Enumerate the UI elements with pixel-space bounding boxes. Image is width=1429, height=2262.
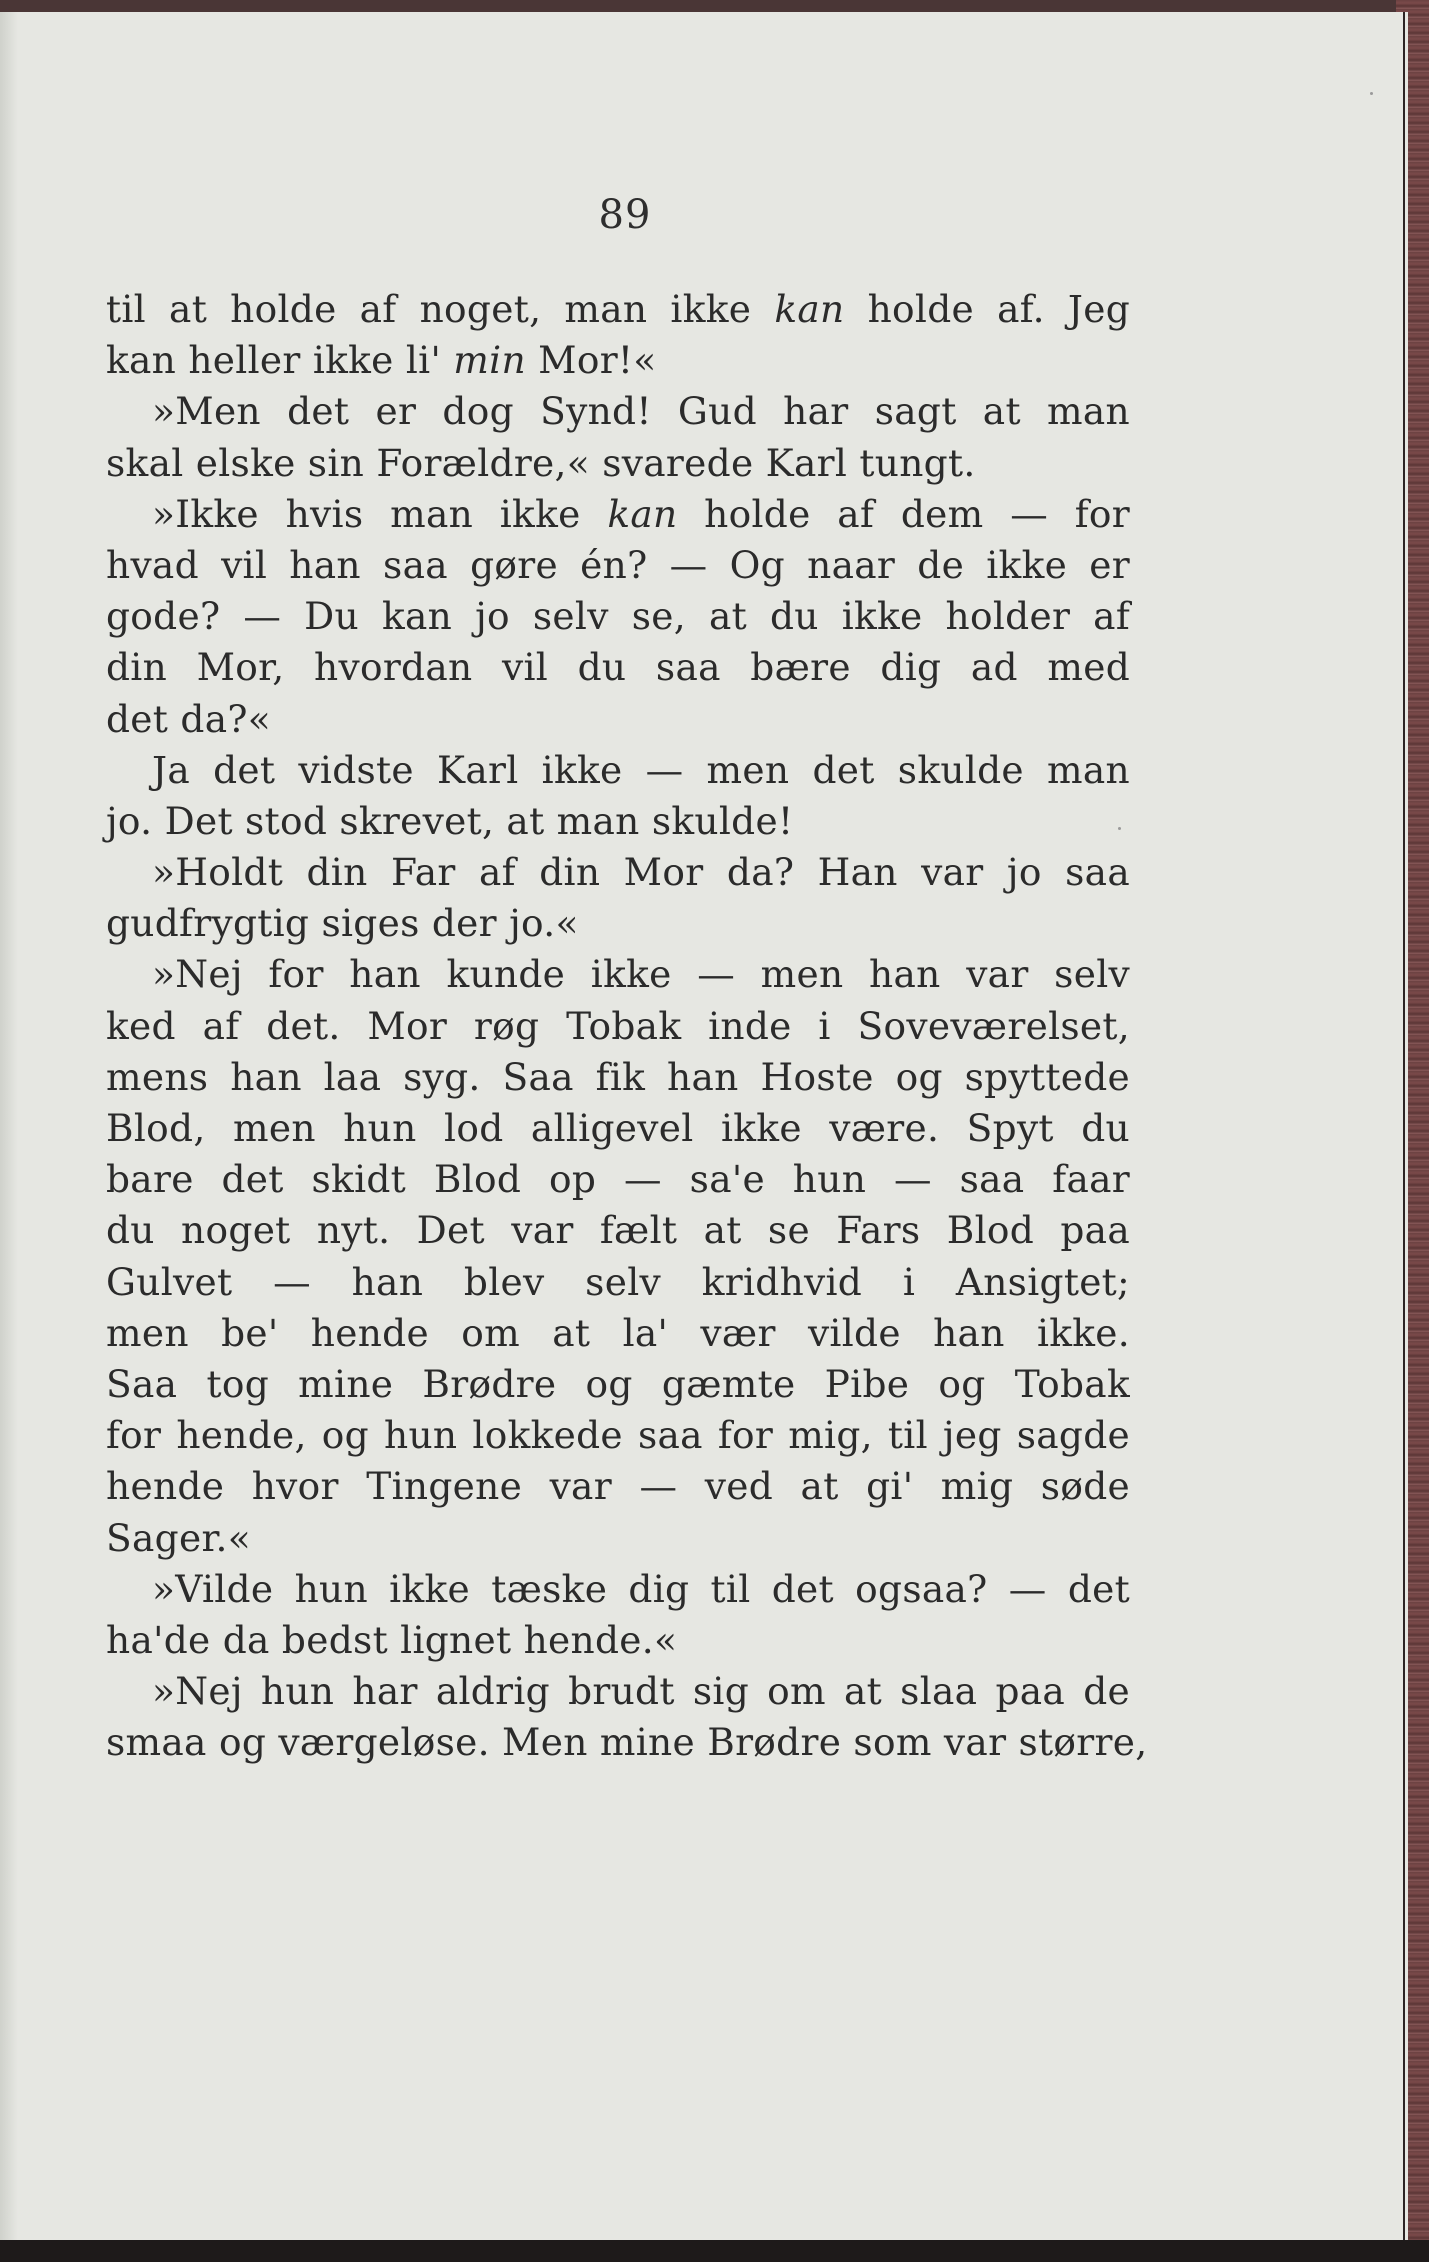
text-line: skal elske sin Forældre,« svarede Karl tungt. [106, 440, 976, 485]
text-line: »Nej for han kunde ikke — men han var selv [152, 952, 1130, 997]
text-line: men be' hende om at la' vær vilde han ikke. [106, 1310, 1130, 1355]
body-text [106, 284, 1148, 1768]
text-line: »Men det er dog Synd! Gud har sagt at man [152, 389, 1130, 434]
text-line: ha'de da bedst lignet hende.« [106, 1617, 678, 1662]
text-line: »Vilde hun ikke tæske dig til det ogsaa? — det [152, 1566, 1130, 1611]
text-line: Sager.« [106, 1515, 252, 1560]
spine-shadow-line [1403, 12, 1405, 2240]
text-line: jo. Det stod skrevet, at man skulde! [106, 798, 794, 843]
text-line: det da?« [106, 696, 271, 741]
text-line: du noget nyt. Det var fælt at se Fars Blod paa [106, 1208, 1130, 1253]
paper-speck [1370, 92, 1373, 95]
text-line: »Holdt din Far af din Mor da? Han var jo saa [152, 850, 1130, 895]
text-line: smaa og værgeløse. Men mine Brødre som var større, [106, 1720, 1148, 1765]
text-line: »Ikke hvis man ikke kan holde af dem — for [152, 491, 1130, 536]
text-line: bare det skidt Blod op — sa'e hun — saa faar [106, 1157, 1130, 1202]
paper-speck [1118, 827, 1121, 830]
text-line: Gulvet — han blev selv kridhvid i Ansigtet; [106, 1259, 1130, 1304]
text-line: Ja det vidste Karl ikke — men det skulde man [152, 747, 1130, 792]
text-line: mens han laa syg. Saa fik han Hoste og spyttede [106, 1054, 1130, 1099]
text-line: til at holde af noget, man ikke kan holde af. Jeg [106, 287, 1131, 331]
text-line: Blod, men hun lod alligevel ikke være. Spyt du [106, 1106, 1130, 1150]
text-line: gode? — Du kan jo selv se, at du ikke holder af [106, 594, 1130, 639]
book-page [0, 12, 1408, 2240]
text-line: din Mor, hvordan vil du saa bære dig ad med [106, 645, 1130, 690]
text-line: kan heller ikke li' min Mor!« [106, 338, 657, 383]
text-line: hende hvor Tingene var — ved at gi' mig søde [106, 1464, 1130, 1509]
text-line: for hende, og hun lokkede saa for mig, til jeg sagde [106, 1413, 1130, 1458]
text-line: hvad vil han saa gøre én? — Og naar de ikke er [106, 542, 1130, 587]
page-number: 89 [598, 192, 652, 238]
text-line: ked af det. Mor røg Tobak inde i Soveværelset, [106, 1003, 1130, 1048]
text-line: »Nej hun har aldrig brudt sig om at slaa paa de [152, 1669, 1130, 1714]
text-line: Saa tog mine Brødre og gæmte Pibe og Tobak [106, 1361, 1130, 1406]
book-bottom-edge [0, 2240, 1429, 2262]
text-line: gudfrygtig siges der jo.« [106, 901, 579, 946]
